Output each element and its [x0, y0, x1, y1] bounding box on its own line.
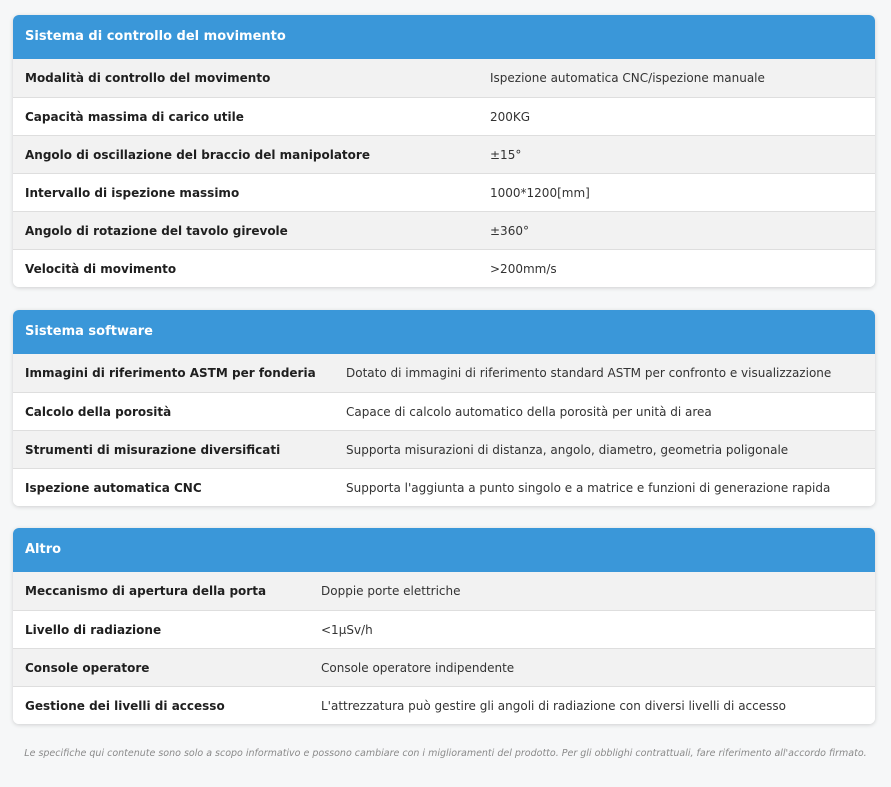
- spec-value: 200KG: [490, 109, 531, 124]
- spec-label: Ispezione automatica CNC: [25, 480, 202, 495]
- spec-value: ±15°: [490, 147, 522, 162]
- spec-row: [13, 648, 875, 686]
- spec-value: Dotato di immagini di riferimento standard ASTM per confronto e visualizzazione: [346, 366, 832, 380]
- spec-row: [13, 392, 875, 430]
- section-software: [13, 310, 875, 506]
- spec-label: Velocità di movimento: [25, 261, 177, 276]
- spec-value: Supporta l'aggiunta a punto singolo e a matrice e funzioni di generazione rapida: [346, 480, 831, 495]
- disclaimer-footnote: Le specifiche qui contenute sono solo a scopo informativo e possono cambiare con i miglioramenti del prodotto. Per gli obblighi contrattuali, fare riferimento all'accordo firmato.: [24, 748, 867, 759]
- section-motion-control: [13, 15, 875, 287]
- spec-label: Modalità di controllo del movimento: [25, 71, 271, 85]
- spec-label: Capacità massima di carico utile: [25, 109, 244, 124]
- spec-value: <1μSv/h: [321, 622, 373, 637]
- spec-value: Capace di calcolo automatico della porosità per unità di area: [346, 404, 712, 419]
- spec-row: [13, 249, 875, 287]
- spec-row: [13, 211, 875, 249]
- spec-label: Console operatore: [25, 660, 150, 675]
- spec-label: Livello di radiazione: [25, 622, 162, 637]
- section-title: Sistema software: [13, 310, 875, 354]
- spec-value: ±360°: [490, 223, 529, 238]
- spec-row: [13, 97, 875, 135]
- spec-row: [13, 59, 875, 97]
- spec-value: >200mm/s: [490, 261, 557, 276]
- spec-row: [13, 572, 875, 610]
- spec-row: [13, 468, 875, 506]
- spec-label: Calcolo della porosità: [25, 404, 172, 419]
- spec-label: Intervallo di ispezione massimo: [25, 185, 240, 200]
- spec-row: [13, 686, 875, 724]
- spec-label: Strumenti di misurazione diversificati: [25, 442, 281, 457]
- spec-value: Ispezione automatica CNC/ispezione manuale: [490, 71, 765, 85]
- spec-row: [13, 135, 875, 173]
- spec-row: [13, 173, 875, 211]
- spec-row: [13, 610, 875, 648]
- spec-row: [13, 430, 875, 468]
- spec-label: Meccanismo di apertura della porta: [25, 584, 267, 598]
- spec-value: Console operatore indipendente: [321, 660, 515, 675]
- spec-label: Angolo di oscillazione del braccio del manipolatore: [25, 147, 370, 162]
- spec-row: [13, 354, 875, 392]
- spec-label: Angolo di rotazione del tavolo girevole: [25, 223, 288, 238]
- section-title: Altro: [13, 528, 875, 572]
- spec-label: Immagini di riferimento ASTM per fonderia: [25, 366, 316, 380]
- spec-value: 1000*1200[mm]: [490, 185, 590, 200]
- spec-value: Doppie porte elettriche: [321, 584, 461, 598]
- section-title: Sistema di controllo del movimento: [13, 15, 875, 59]
- section-other: [13, 528, 875, 724]
- spec-label: Gestione dei livelli di accesso: [25, 698, 225, 713]
- spec-value: L'attrezzatura può gestire gli angoli di radiazione con diversi livelli di accesso: [321, 698, 786, 713]
- spec-value: Supporta misurazioni di distanza, angolo, diametro, geometria poligonale: [346, 442, 789, 457]
